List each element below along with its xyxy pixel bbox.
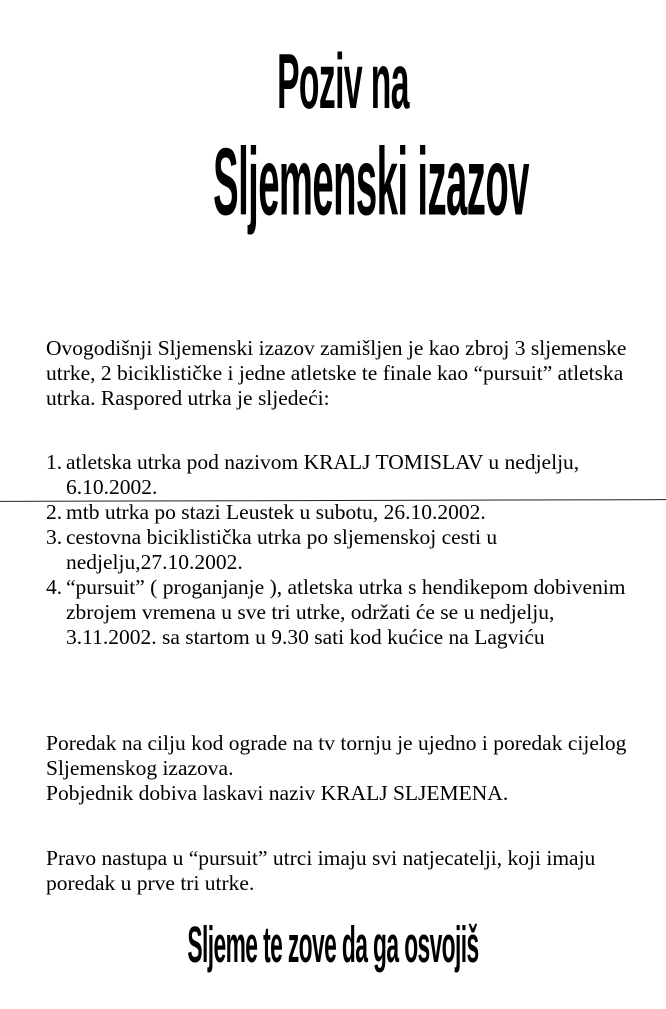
- item-number: 2.: [46, 500, 63, 524]
- item-number: 4.: [46, 575, 63, 599]
- intro-paragraph: Ovogodišnji Sljemenski izazov zamišljen je kao zbroj 3 sljemenske utrke, 2 biciklističke i jedne atletske te finale kao “pursuit” atletska utrka. Raspored utrka je sljedeći:: [46, 336, 627, 410]
- eligibility-paragraph: Pravo nastupa u “pursuit” utrci imaju svi natjecatelji, koji imaju poredak u prve tri utrke.: [46, 846, 596, 895]
- title-line-2: Sljemenski izazov: [213, 127, 529, 235]
- list-item: [46, 450, 646, 500]
- item-text: atletska utrka pod nazivom KRALJ TOMISLAV u nedjelju, 6.10.2002.: [66, 450, 580, 499]
- footer-slogan: Sljeme te zove da ga osvojiš: [187, 917, 479, 975]
- item-text: “pursuit” ( proganjanje ), atletska utrka s hendikepom dobivenim zbrojem vremena u sve tri utrke, održati će se u nedjelju, 3.11.2002. sa startom u 9.30 sati kod kućice na Lagviću: [66, 575, 626, 649]
- list-item: [46, 525, 646, 575]
- item-number: 1.: [46, 450, 63, 474]
- winner-paragraph: Pobjednik dobiva laskavi naziv KRALJ SLJEMENA.: [46, 781, 509, 805]
- item-text: mtb utrka po stazi Leustek u subotu, 26.10.2002.: [66, 500, 486, 524]
- result-paragraph: Poredak na cilju kod ograde na tv tornju je ujedno i poredak cijelog Sljemenskog izazova.: [46, 731, 627, 780]
- item-number: 3.: [46, 525, 63, 549]
- race-list: [46, 450, 646, 650]
- list-item: [46, 575, 646, 650]
- closing-paragraph: [46, 731, 646, 806]
- title-line-1: Poziv na: [277, 37, 409, 126]
- list-item: [46, 500, 646, 525]
- item-text: cestovna biciklistička utrka po sljemenskoj cesti u nedjelju,27.10.2002.: [66, 525, 498, 574]
